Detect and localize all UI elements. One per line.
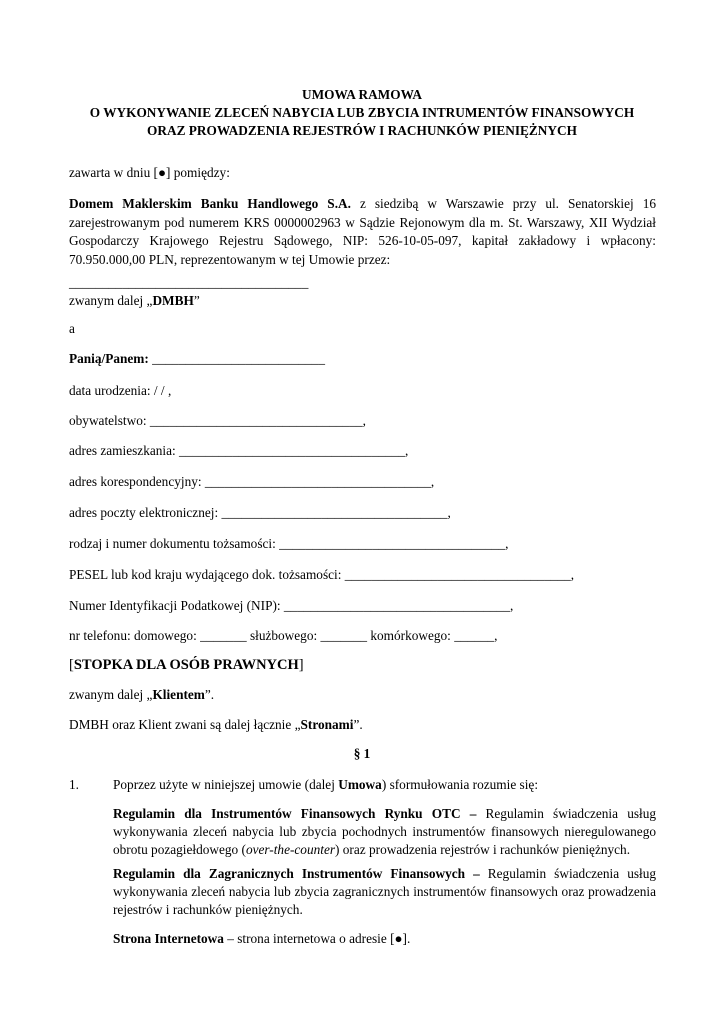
- phone-field[interactable]: nr telefonu: domowego: _______ służbowego: _______ komórkowego: ______,: [69, 628, 498, 643]
- definition-website: [113, 930, 410, 948]
- id-document-field[interactable]: rodzaj i numer dokumentu tożsamości: __________________________________,: [69, 536, 509, 551]
- footer-text: STOPKA DLA OSÓB PRAWNYCH: [73, 657, 299, 673]
- parties-name: Stronami: [300, 717, 354, 732]
- conjunction: a: [69, 321, 75, 336]
- pesel-field[interactable]: PESEL lub kod kraju wydającego dok. tożsamości: __________________________________,: [69, 567, 575, 582]
- title-line-2: O WYKONYWANIE ZLECEŃ NABYCIA LUB ZBYCIA INTRUMENTÓW FINANSOWYCH: [89, 105, 635, 120]
- title-line-1: UMOWA RAMOWA: [301, 87, 423, 102]
- footer-bracket-open: [: [69, 657, 74, 673]
- dmbh-details: z siedzibą w Warszawie przy ul. Senatorskiej 16 zarejestrowanym pod numerem KRS 0000002963 w Sądzie Rejonowym dla m. St. Warszawy, XII Wydział Gospodarczy Krajowego Rejestru Sądowego, NIP: 526-10-05-097, kapitał zakładowy i wpłacony: 70.950.000,00 PLN, reprezentowanym w tej Umowie przez:: [69, 196, 656, 267]
- title-line-3: ORAZ PROWADZENIA REJESTRÓW I RACHUNKÓW PIENIĘŻNYCH: [147, 123, 577, 138]
- footer-bracket-close: ]: [298, 657, 304, 673]
- clause-1-text-b: ) sformułowania rozumie się:: [381, 777, 539, 792]
- email-address-field[interactable]: adres poczty elektronicznej: __________________________________,: [69, 505, 451, 520]
- dmbh-called-suffix: ”: [193, 293, 200, 308]
- clause-1-number: 1.: [69, 777, 79, 792]
- dmbh-paragraph: [69, 195, 656, 269]
- client-called-suffix: ”.: [204, 687, 215, 702]
- section-heading: § 1: [353, 746, 371, 761]
- clause-1-term: Umowa: [338, 777, 382, 792]
- clause-1-text-a: Poprzez użyte w niniejszej umowie (dalej: [113, 777, 339, 792]
- dmbh-called-name: DMBH: [152, 293, 194, 308]
- intro-text: zawarta w dniu [●] pomiędzy:: [69, 165, 230, 180]
- legal-person-footer: [69, 656, 304, 674]
- parties-sentence: [69, 716, 363, 734]
- definition-website-text: – strona internetowa o adresie [●].: [223, 931, 411, 946]
- definition-website-term: Strona Internetowa: [113, 931, 224, 946]
- definition-otc-italic: over-the-counter: [245, 842, 336, 857]
- client-called: [69, 686, 214, 704]
- client-called-prefix: zwanym dalej „: [69, 687, 153, 702]
- definition-foreign-term: Regulamin dla Zagranicznych Instrumentów Finansowych –: [113, 866, 480, 881]
- nip-field[interactable]: Numer Identyfikacji Podatkowej (NIP): __________________________________,: [69, 598, 514, 613]
- dmbh-called-prefix: zwanym dalej „: [69, 293, 153, 308]
- address-field[interactable]: adres zamieszkania: __________________________________,: [69, 443, 409, 458]
- clause-1-text: [113, 776, 538, 794]
- definition-otc-text-b: ) oraz prowadzenia rejestrów i rachunków pieniężnych.: [335, 842, 631, 857]
- client-called-name: Klientem: [152, 687, 205, 702]
- client-name-row: [69, 350, 325, 368]
- dmbh-signature-line: ____________________________________: [69, 275, 309, 290]
- dmbh-name: Domem Maklerskim Banku Handlowego S.A.: [69, 196, 351, 211]
- definition-foreign-text: Regulamin świadczenia usług wykonywania zleceń nabycia lub zbycia zagranicznych instrumentów finansowych oraz prowadzenia rejestrów i rachunków pieniężnych.: [113, 866, 657, 917]
- client-name-line[interactable]: __________________________: [152, 351, 325, 366]
- parties-suffix: ”.: [353, 717, 363, 732]
- definition-foreign: [113, 865, 656, 919]
- citizenship-field[interactable]: obywatelstwo: ________________________________,: [69, 413, 366, 428]
- parties-prefix: DMBH oraz Klient zwani są dalej łącznie „: [69, 717, 301, 732]
- definition-otc: [113, 805, 656, 859]
- client-name-label: Panią/Panem:: [69, 351, 149, 366]
- birth-date-field[interactable]: data urodzenia: / / ,: [69, 383, 172, 398]
- definition-otc-term: Regulamin dla Instrumentów Finansowych Rynku OTC –: [113, 806, 477, 821]
- correspondence-address-field[interactable]: adres korespondencyjny: __________________________________,: [69, 474, 435, 489]
- definition-otc-text-a: Regulamin świadczenia usług wykonywania zleceń nabycia lub zbycia pochodnych instrumentów finansowych nieregulowanego obrotu pozagiełdowego (: [113, 806, 657, 857]
- dmbh-called: [69, 292, 200, 310]
